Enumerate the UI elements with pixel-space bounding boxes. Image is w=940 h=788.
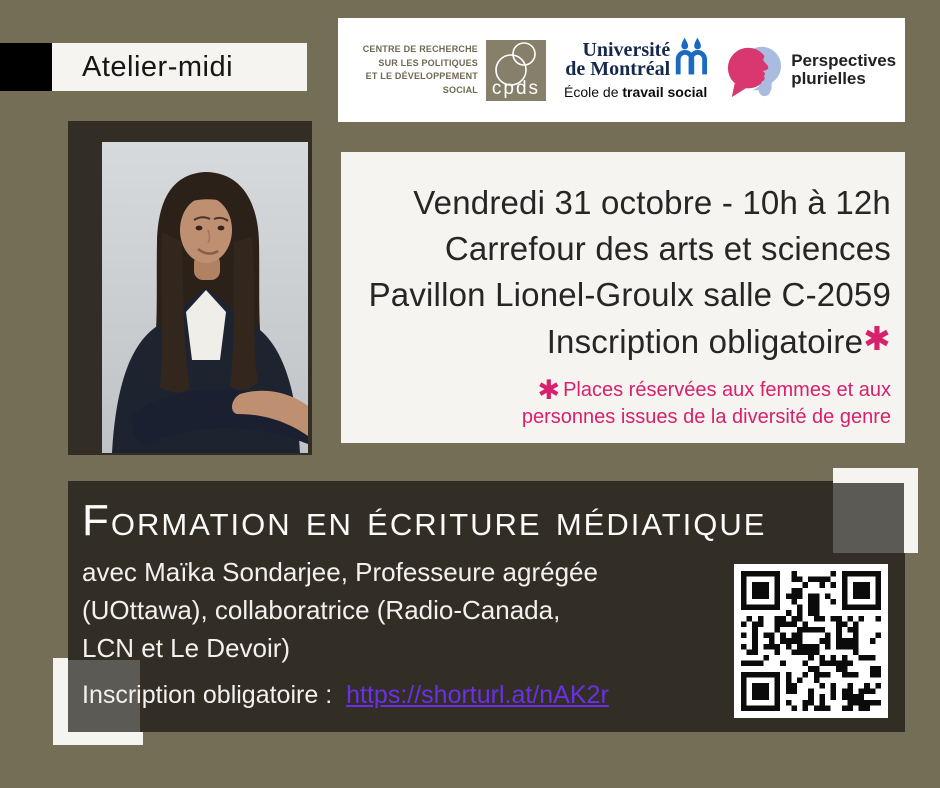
registration-link[interactable]: https://shorturl.at/nAK2r bbox=[346, 680, 609, 709]
workshop-panel bbox=[68, 481, 905, 732]
speaker-description: avec Maïka Sondarjee, Professeure agrégée (UOttawa), collaboratrice (Radio-Canada, LCN et Le Devoir) bbox=[82, 557, 598, 664]
reserved-places-note: ✱ Places réservées aux femmes et aux personnes issues de la diversité de genre bbox=[521, 374, 891, 428]
cpds-org-line3: ET LE DÉVELOPPEMENT SOCIAL bbox=[365, 71, 478, 95]
decor-black-square bbox=[0, 43, 52, 91]
cpds-org-name bbox=[350, 43, 478, 97]
udem-name-line1: Université bbox=[582, 38, 671, 61]
cpds-org-line2: SUR LES POLITIQUES bbox=[378, 57, 478, 68]
cpds-logo-icon bbox=[486, 40, 546, 101]
speaker-photo-frame bbox=[68, 121, 312, 455]
udem-flame-icon bbox=[675, 37, 707, 75]
udem-wordmark bbox=[565, 38, 671, 80]
event-details-panel bbox=[341, 152, 905, 443]
asterisk-icon: ✱ bbox=[863, 319, 891, 357]
badge-label: Atelier-midi bbox=[82, 50, 234, 83]
cpds-org-line1: CENTRE DE RECHERCHE bbox=[362, 44, 478, 54]
logo-bar bbox=[338, 18, 905, 122]
asterisk-icon: ✱ bbox=[537, 374, 561, 405]
cpds-acronym: cpds bbox=[491, 77, 541, 99]
event-venue: Carrefour des arts et sciences bbox=[444, 230, 891, 268]
perspectives-bubble-icon bbox=[725, 41, 783, 99]
event-room: Pavillon Lionel-Groulx salle C-2059 bbox=[368, 276, 891, 314]
udem-logo bbox=[564, 38, 708, 100]
udem-name-line2: de Montréal bbox=[565, 57, 671, 80]
udem-school-name: École de travail social bbox=[564, 83, 708, 100]
perspectives-name: Perspectives plurielles bbox=[791, 50, 897, 88]
event-type-badge bbox=[52, 43, 307, 91]
qr-code bbox=[734, 564, 888, 718]
perspectives-logo bbox=[725, 41, 896, 99]
event-registration-required: Inscription obligatoire✱ bbox=[546, 319, 891, 360]
workshop-title: Formation en écriture médiatique bbox=[82, 496, 767, 545]
speaker-photo bbox=[102, 142, 308, 453]
event-datetime: Vendredi 31 octobre - 10h à 12h bbox=[413, 184, 891, 221]
registration-label: Inscription obligatoire : bbox=[82, 680, 333, 709]
